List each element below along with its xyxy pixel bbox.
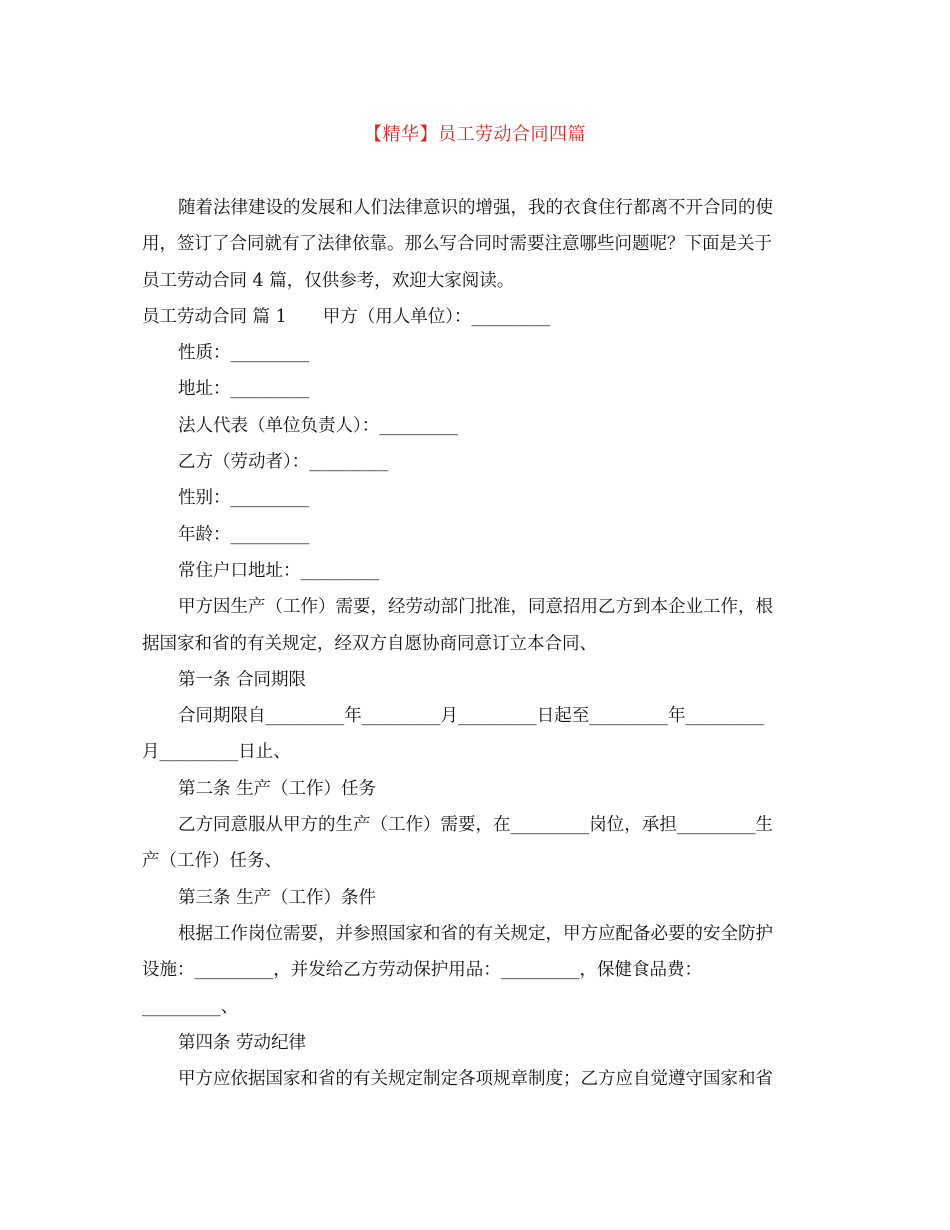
article-heading: 第三条 生产（工作）条件 <box>178 887 377 908</box>
document-body <box>142 190 818 1097</box>
paragraph-line: 合同期限自_________年_________月_________日起至_________年_________ <box>178 706 765 727</box>
paragraph-line: 甲方因生产（工作）需要，经劳动部门批准，同意招用乙方到本企业工作，根 <box>178 597 773 618</box>
article-heading: 第一条 合同期限 <box>178 669 307 690</box>
article-heading: 第二条 生产（工作）任务 <box>178 778 377 799</box>
paragraph-line: 设施：_________，并发给乙方劳动保护用品：_________，保健食品费： <box>142 960 702 981</box>
field-line: 性质：_________ <box>178 343 310 364</box>
article-heading: 第四条 劳动纪律 <box>178 1032 307 1053</box>
paragraph-line: 员工劳动合同 4 篇，仅供参考，欢迎大家阅读。 <box>142 270 515 291</box>
field-line: 年龄：_________ <box>178 524 310 545</box>
paragraph-line: 据国家和省的有关规定，经双方自愿协商同意订立本合同、 <box>142 633 597 654</box>
paragraph-line: _________、 <box>142 996 239 1017</box>
paragraph-line: 根据工作岗位需要，并参照国家和省的有关规定，甲方应配备必要的安全防护 <box>178 923 773 944</box>
paragraph-line: 甲方应依据国家和省的有关规定制定各项规章制度；乙方应自觉遵守国家和省 <box>178 1069 773 1090</box>
field-line: 性别：_________ <box>178 488 310 509</box>
paragraph-line: 用，签订了合同就有了法律依靠。那么写合同时需要注意哪些问题呢？下面是关于 <box>142 234 772 255</box>
field-line: 常住户口地址：_________ <box>178 560 380 581</box>
document-title: 【精华】员工劳动合同四篇 <box>364 124 586 145</box>
paragraph-line: 月_________日止、 <box>142 742 291 763</box>
field-line: 地址：_________ <box>178 379 310 400</box>
party-a-field: 甲方（用人单位）：_________ <box>322 306 551 327</box>
paragraph-line: 乙方同意服从甲方的生产（工作）需要，在_________岗位，承担_________生 <box>178 815 773 836</box>
section-heading-line <box>142 299 818 335</box>
field-line: 乙方（劳动者）：_________ <box>178 452 388 473</box>
paragraph-line: 产（工作）任务、 <box>142 851 282 872</box>
paragraph-line: 随着法律建设的发展和人们法律意识的增强，我的衣食住行都离不开合同的使 <box>178 198 773 218</box>
field-line: 法人代表（单位负责人）：_________ <box>178 415 458 436</box>
section-heading: 员工劳动合同 篇 1 <box>142 306 287 327</box>
